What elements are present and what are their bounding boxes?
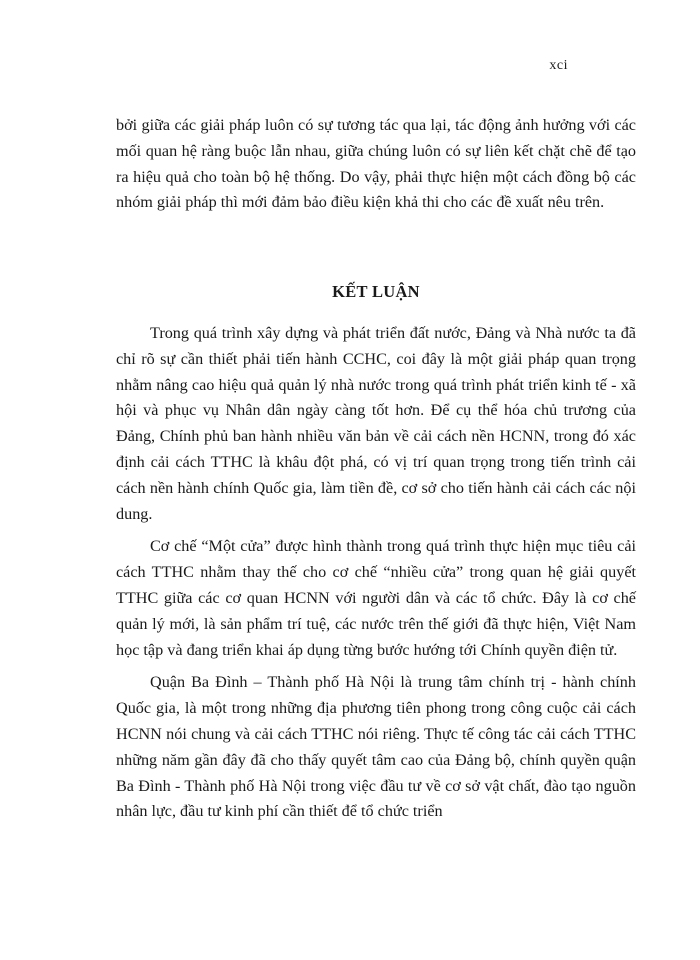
intro-paragraph: bởi giữa các giải pháp luôn có sự tương tác qua lại, tác động ảnh hưởng với các mối quan hệ ràng buộc lẫn nhau, giữa chúng luôn có sự liên kết chặt chẽ để tạo ra hiệu quả cho toàn bộ hệ thống. Do vậy, phải thực hiện một cách đồng bộ các nhóm giải pháp thì mới đảm bảo điều kiện khả thi cho các đề xuất nêu trên. — [116, 116, 636, 212]
document-body — [116, 113, 636, 825]
conclusion-paragraph-1: Trong quá trình xây dựng và phát triển đất nước, Đảng và Nhà nước ta đã chỉ rõ sự cần thiết phải tiến hành CCHC, coi đây là một giải pháp quan trọng nhằm nâng cao hiệu quả quản lý nhà nước trong quá trình phát triển kinh tế - xã hội và phục vụ Nhân dân ngày càng tốt hơn. Để cụ thể hóa chủ trương của Đảng, Chính phủ ban hành nhiều văn bản về cải cách nền HCNN, trong đó xác định cải cách TTHC là khâu đột phá, có vị trí quan trọng trong tiến trình cải cách nền hành chính Quốc gia, làm tiền đề, cơ sở cho tiến hành cải cách các nội dung. — [116, 323, 636, 523]
conclusion-paragraph-3: Quận Ba Đình – Thành phố Hà Nội là trung tâm chính trị - hành chính Quốc gia, là một trong những địa phương tiên phong trong công cuộc cải cách HCNN nói chung và cải cách TTHC nói riêng. Thực tế công tác cải cách TTHC những năm gần đây đã cho thấy quyết tâm cao của Đảng bộ, chính quyền quận Ba Đình - Thành phố Hà Nội trong việc đầu tư về cơ sở vật chất, đào tạo nguồn nhân lực, đầu tư kinh phí cần thiết để tổ chức triển — [116, 673, 636, 821]
conclusion-paragraph-2: Cơ chế “Một cửa” được hình thành trong quá trình thực hiện mục tiêu cải cách TTHC nhằm thay thế cho cơ chế “nhiều cửa” trong quan hệ giải quyết TTHC giữa các cơ quan HCNN với người dân và các tổ chức. Đây là cơ chế quản lý mới, là sản phẩm trí tuệ, các nước trên thế giới đã thực hiện, Việt Nam học tập và đang triển khai áp dụng từng bước hướng tới Chính quyền điện tử. — [116, 537, 636, 659]
section-heading: KẾT LUẬN — [332, 282, 420, 302]
page-number: xci — [549, 58, 568, 73]
